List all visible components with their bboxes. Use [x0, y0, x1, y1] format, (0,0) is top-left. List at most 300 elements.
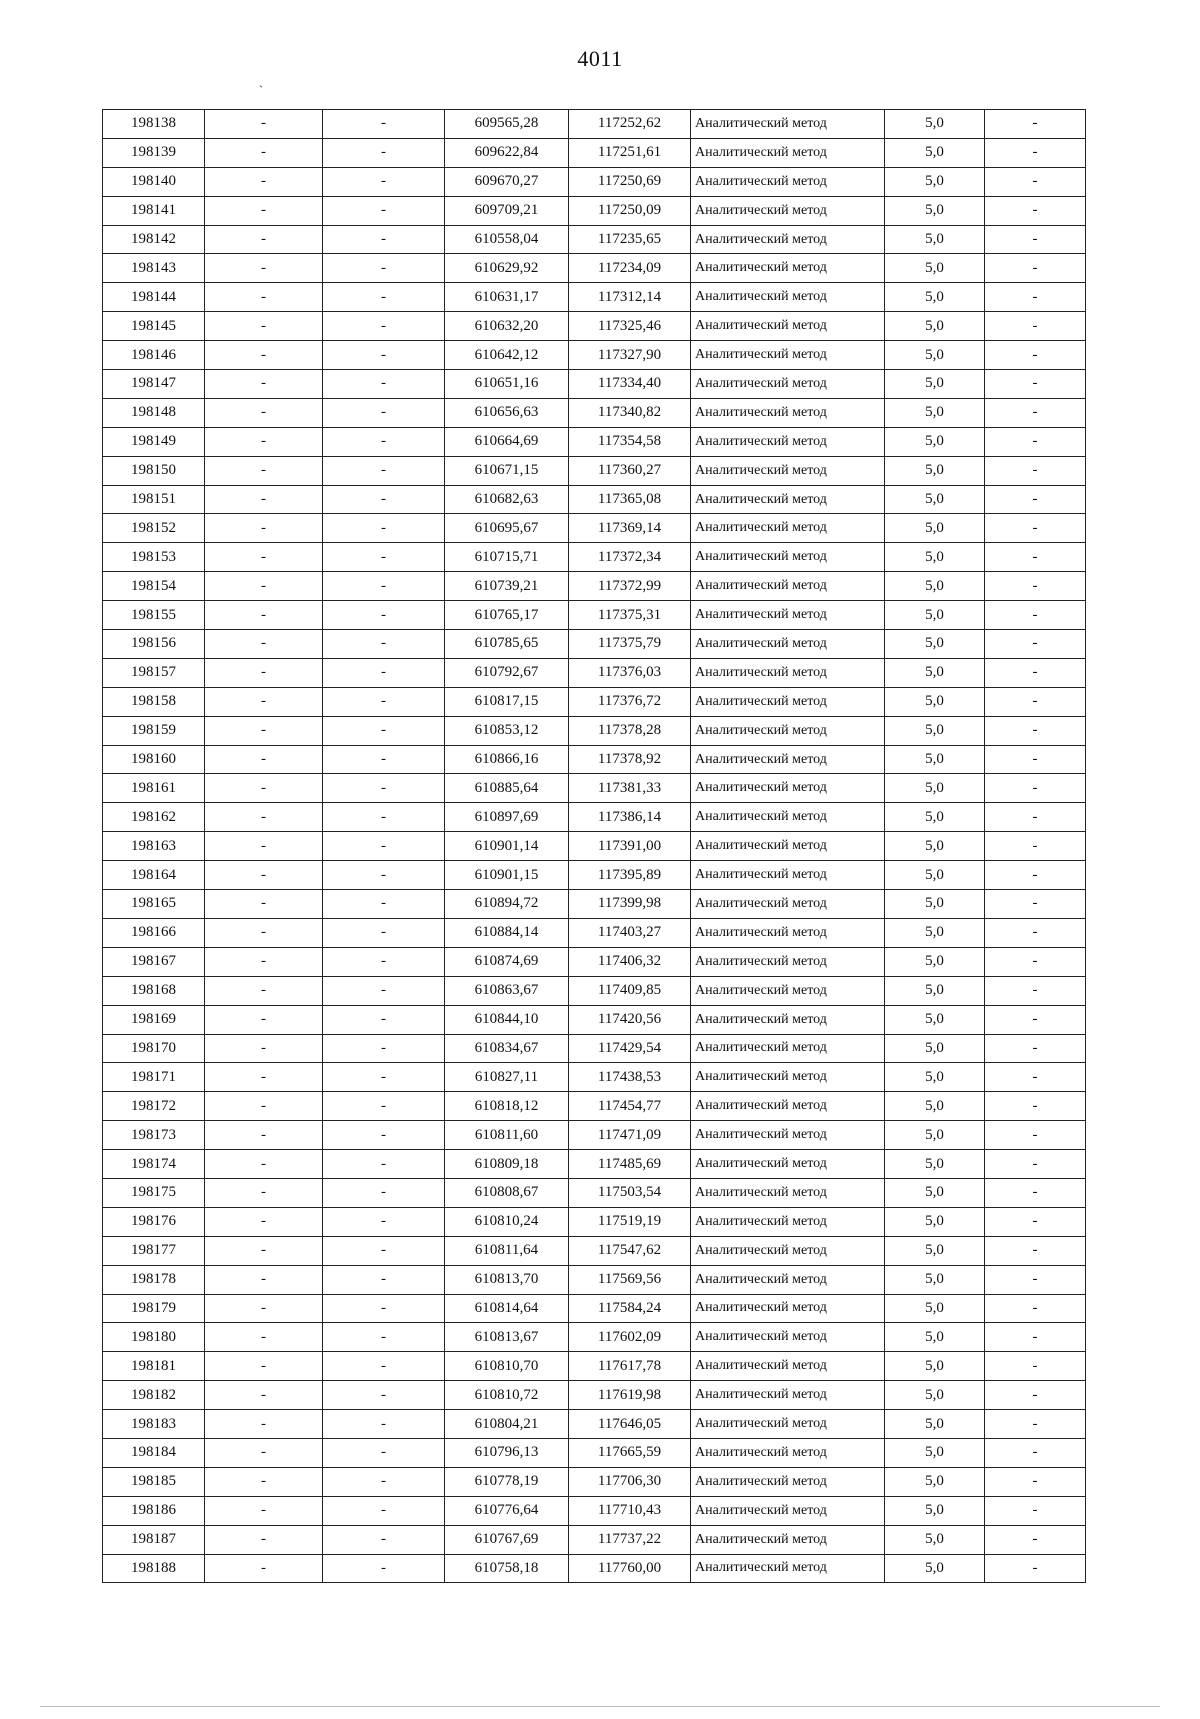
- description-cell: -: [985, 398, 1086, 427]
- table-row: [103, 890, 1086, 919]
- method-cell: Аналитический метод: [691, 630, 885, 659]
- blank-cell-b: -: [323, 167, 445, 196]
- method-cell: Аналитический метод: [691, 1236, 885, 1265]
- blank-cell-b: -: [323, 1121, 445, 1150]
- y-coordinate-cell: 117485,69: [569, 1150, 691, 1179]
- point-number-cell: 198188: [103, 1554, 205, 1583]
- accuracy-cell: 5,0: [885, 1438, 985, 1467]
- blank-cell-a: -: [205, 918, 323, 947]
- x-coordinate-cell: 610874,69: [445, 947, 569, 976]
- blank-cell-a: -: [205, 1092, 323, 1121]
- method-cell: Аналитический метод: [691, 1554, 885, 1583]
- x-coordinate-cell: 610813,67: [445, 1323, 569, 1352]
- description-cell: -: [985, 658, 1086, 687]
- blank-cell-a: -: [205, 427, 323, 456]
- y-coordinate-cell: 117376,72: [569, 687, 691, 716]
- blank-cell-a: -: [205, 1381, 323, 1410]
- y-coordinate-cell: 117369,14: [569, 514, 691, 543]
- table-row: [103, 543, 1086, 572]
- description-cell: -: [985, 976, 1086, 1005]
- table-row: [103, 1410, 1086, 1439]
- method-cell: Аналитический метод: [691, 1178, 885, 1207]
- point-number-cell: 198142: [103, 225, 205, 254]
- table-row: [103, 1496, 1086, 1525]
- x-coordinate-cell: 609670,27: [445, 167, 569, 196]
- description-cell: -: [985, 1554, 1086, 1583]
- x-coordinate-cell: 610664,69: [445, 427, 569, 456]
- method-cell: Аналитический метод: [691, 370, 885, 399]
- blank-cell-a: -: [205, 167, 323, 196]
- point-number-cell: 198154: [103, 572, 205, 601]
- point-number-cell: 198185: [103, 1467, 205, 1496]
- method-cell: Аналитический метод: [691, 1496, 885, 1525]
- table-row: [103, 976, 1086, 1005]
- y-coordinate-cell: 117706,30: [569, 1467, 691, 1496]
- point-number-cell: 198166: [103, 918, 205, 947]
- accuracy-cell: 5,0: [885, 687, 985, 716]
- accuracy-cell: 5,0: [885, 514, 985, 543]
- point-number-cell: 198180: [103, 1323, 205, 1352]
- blank-cell-b: -: [323, 687, 445, 716]
- table-row: [103, 485, 1086, 514]
- blank-cell-a: -: [205, 370, 323, 399]
- method-cell: Аналитический метод: [691, 658, 885, 687]
- method-cell: Аналитический метод: [691, 1265, 885, 1294]
- table-row: [103, 283, 1086, 312]
- y-coordinate-cell: 117710,43: [569, 1496, 691, 1525]
- table-row: [103, 1092, 1086, 1121]
- accuracy-cell: 5,0: [885, 1207, 985, 1236]
- point-number-cell: 198143: [103, 254, 205, 283]
- method-cell: Аналитический метод: [691, 485, 885, 514]
- blank-cell-a: -: [205, 1323, 323, 1352]
- method-cell: Аналитический метод: [691, 861, 885, 890]
- table-row: [103, 861, 1086, 890]
- description-cell: -: [985, 370, 1086, 399]
- y-coordinate-cell: 117429,54: [569, 1034, 691, 1063]
- accuracy-cell: 5,0: [885, 1467, 985, 1496]
- blank-cell-b: -: [323, 1150, 445, 1179]
- accuracy-cell: 5,0: [885, 543, 985, 572]
- method-cell: Аналитический метод: [691, 832, 885, 861]
- method-cell: Аналитический метод: [691, 687, 885, 716]
- description-cell: -: [985, 774, 1086, 803]
- accuracy-cell: 5,0: [885, 976, 985, 1005]
- x-coordinate-cell: 610901,14: [445, 832, 569, 861]
- y-coordinate-cell: 117399,98: [569, 890, 691, 919]
- blank-cell-b: -: [323, 196, 445, 225]
- x-coordinate-cell: 610671,15: [445, 456, 569, 485]
- blank-cell-a: -: [205, 1410, 323, 1439]
- blank-cell-a: -: [205, 456, 323, 485]
- x-coordinate-cell: 610642,12: [445, 341, 569, 370]
- method-cell: Аналитический метод: [691, 1092, 885, 1121]
- method-cell: Аналитический метод: [691, 1352, 885, 1381]
- table-row: [103, 1352, 1086, 1381]
- table-row: [103, 254, 1086, 283]
- table-row: [103, 774, 1086, 803]
- y-coordinate-cell: 117378,28: [569, 716, 691, 745]
- point-number-cell: 198170: [103, 1034, 205, 1063]
- x-coordinate-cell: 609622,84: [445, 138, 569, 167]
- method-cell: Аналитический метод: [691, 225, 885, 254]
- table-row: [103, 1265, 1086, 1294]
- blank-cell-b: -: [323, 890, 445, 919]
- x-coordinate-cell: 610813,70: [445, 1265, 569, 1294]
- table-row: [103, 1178, 1086, 1207]
- method-cell: Аналитический метод: [691, 976, 885, 1005]
- point-number-cell: 198139: [103, 138, 205, 167]
- blank-cell-a: -: [205, 485, 323, 514]
- blank-cell-a: -: [205, 514, 323, 543]
- x-coordinate-cell: 610853,12: [445, 716, 569, 745]
- description-cell: -: [985, 1063, 1086, 1092]
- table-row: [103, 687, 1086, 716]
- y-coordinate-cell: 117438,53: [569, 1063, 691, 1092]
- blank-cell-b: -: [323, 1496, 445, 1525]
- point-number-cell: 198160: [103, 745, 205, 774]
- description-cell: -: [985, 283, 1086, 312]
- point-number-cell: 198186: [103, 1496, 205, 1525]
- y-coordinate-cell: 117406,32: [569, 947, 691, 976]
- point-number-cell: 198156: [103, 630, 205, 659]
- y-coordinate-cell: 117547,62: [569, 1236, 691, 1265]
- accuracy-cell: 5,0: [885, 167, 985, 196]
- blank-cell-b: -: [323, 572, 445, 601]
- description-cell: -: [985, 716, 1086, 745]
- y-coordinate-cell: 117602,09: [569, 1323, 691, 1352]
- accuracy-cell: 5,0: [885, 1121, 985, 1150]
- x-coordinate-cell: 610715,71: [445, 543, 569, 572]
- blank-cell-a: -: [205, 1063, 323, 1092]
- method-cell: Аналитический метод: [691, 716, 885, 745]
- blank-cell-b: -: [323, 485, 445, 514]
- y-coordinate-cell: 117235,65: [569, 225, 691, 254]
- accuracy-cell: 5,0: [885, 832, 985, 861]
- method-cell: Аналитический метод: [691, 803, 885, 832]
- x-coordinate-cell: 610810,72: [445, 1381, 569, 1410]
- method-cell: Аналитический метод: [691, 312, 885, 341]
- x-coordinate-cell: 610897,69: [445, 803, 569, 832]
- description-cell: -: [985, 1323, 1086, 1352]
- blank-cell-a: -: [205, 283, 323, 312]
- method-cell: Аналитический метод: [691, 110, 885, 139]
- method-cell: Аналитический метод: [691, 1034, 885, 1063]
- scan-speck: `: [259, 83, 263, 97]
- description-cell: -: [985, 196, 1086, 225]
- y-coordinate-cell: 117360,27: [569, 456, 691, 485]
- y-coordinate-cell: 117372,34: [569, 543, 691, 572]
- point-number-cell: 198153: [103, 543, 205, 572]
- description-cell: -: [985, 1381, 1086, 1410]
- method-cell: Аналитический метод: [691, 398, 885, 427]
- accuracy-cell: 5,0: [885, 1236, 985, 1265]
- method-cell: Аналитический метод: [691, 601, 885, 630]
- blank-cell-b: -: [323, 918, 445, 947]
- blank-cell-b: -: [323, 1438, 445, 1467]
- accuracy-cell: 5,0: [885, 1352, 985, 1381]
- accuracy-cell: 5,0: [885, 283, 985, 312]
- point-number-cell: 198138: [103, 110, 205, 139]
- table-row: [103, 1034, 1086, 1063]
- point-number-cell: 198140: [103, 167, 205, 196]
- accuracy-cell: 5,0: [885, 1265, 985, 1294]
- table-row: [103, 1063, 1086, 1092]
- accuracy-cell: 5,0: [885, 398, 985, 427]
- x-coordinate-cell: 610863,67: [445, 976, 569, 1005]
- point-number-cell: 198169: [103, 1005, 205, 1034]
- table-row: [103, 341, 1086, 370]
- blank-cell-b: -: [323, 341, 445, 370]
- x-coordinate-cell: 610758,18: [445, 1554, 569, 1583]
- blank-cell-b: -: [323, 861, 445, 890]
- table-row: [103, 947, 1086, 976]
- table-row: [103, 312, 1086, 341]
- point-number-cell: 198181: [103, 1352, 205, 1381]
- y-coordinate-cell: 117569,56: [569, 1265, 691, 1294]
- accuracy-cell: 5,0: [885, 1323, 985, 1352]
- x-coordinate-cell: 610776,64: [445, 1496, 569, 1525]
- x-coordinate-cell: 610767,69: [445, 1525, 569, 1554]
- table-row: [103, 225, 1086, 254]
- blank-cell-b: -: [323, 1034, 445, 1063]
- blank-cell-a: -: [205, 572, 323, 601]
- description-cell: -: [985, 485, 1086, 514]
- table-row: [103, 167, 1086, 196]
- point-number-cell: 198165: [103, 890, 205, 919]
- y-coordinate-cell: 117381,33: [569, 774, 691, 803]
- description-cell: -: [985, 254, 1086, 283]
- accuracy-cell: 5,0: [885, 1496, 985, 1525]
- y-coordinate-cell: 117375,31: [569, 601, 691, 630]
- y-coordinate-cell: 117403,27: [569, 918, 691, 947]
- blank-cell-a: -: [205, 803, 323, 832]
- point-number-cell: 198184: [103, 1438, 205, 1467]
- table-row: [103, 601, 1086, 630]
- page-number: 4011: [577, 46, 623, 71]
- table-body: [103, 110, 1086, 1583]
- y-coordinate-cell: 117327,90: [569, 341, 691, 370]
- x-coordinate-cell: 610809,18: [445, 1150, 569, 1179]
- table-row: [103, 745, 1086, 774]
- blank-cell-b: -: [323, 427, 445, 456]
- blank-cell-b: -: [323, 254, 445, 283]
- y-coordinate-cell: 117250,69: [569, 167, 691, 196]
- y-coordinate-cell: 117251,61: [569, 138, 691, 167]
- y-coordinate-cell: 117378,92: [569, 745, 691, 774]
- description-cell: -: [985, 1034, 1086, 1063]
- x-coordinate-cell: 610739,21: [445, 572, 569, 601]
- x-coordinate-cell: 610885,64: [445, 774, 569, 803]
- blank-cell-b: -: [323, 514, 445, 543]
- method-cell: Аналитический метод: [691, 1150, 885, 1179]
- blank-cell-b: -: [323, 283, 445, 312]
- blank-cell-a: -: [205, 630, 323, 659]
- table-row: [103, 1438, 1086, 1467]
- blank-cell-b: -: [323, 1236, 445, 1265]
- accuracy-cell: 5,0: [885, 341, 985, 370]
- method-cell: Аналитический метод: [691, 138, 885, 167]
- point-number-cell: 198173: [103, 1121, 205, 1150]
- blank-cell-b: -: [323, 947, 445, 976]
- accuracy-cell: 5,0: [885, 370, 985, 399]
- blank-cell-a: -: [205, 1294, 323, 1323]
- table-row: [103, 1554, 1086, 1583]
- blank-cell-a: -: [205, 1525, 323, 1554]
- method-cell: Аналитический метод: [691, 1294, 885, 1323]
- description-cell: -: [985, 630, 1086, 659]
- accuracy-cell: 5,0: [885, 630, 985, 659]
- description-cell: -: [985, 601, 1086, 630]
- point-number-cell: 198175: [103, 1178, 205, 1207]
- table-row: [103, 832, 1086, 861]
- accuracy-cell: 5,0: [885, 745, 985, 774]
- description-cell: -: [985, 514, 1086, 543]
- blank-cell-a: -: [205, 1554, 323, 1583]
- method-cell: Аналитический метод: [691, 1323, 885, 1352]
- blank-cell-a: -: [205, 341, 323, 370]
- table-row: [103, 398, 1086, 427]
- y-coordinate-cell: 117250,09: [569, 196, 691, 225]
- x-coordinate-cell: 610827,11: [445, 1063, 569, 1092]
- blank-cell-a: -: [205, 138, 323, 167]
- description-cell: -: [985, 427, 1086, 456]
- accuracy-cell: 5,0: [885, 138, 985, 167]
- description-cell: -: [985, 167, 1086, 196]
- y-coordinate-cell: 117760,00: [569, 1554, 691, 1583]
- blank-cell-a: -: [205, 398, 323, 427]
- description-cell: -: [985, 1121, 1086, 1150]
- y-coordinate-cell: 117454,77: [569, 1092, 691, 1121]
- blank-cell-b: -: [323, 1410, 445, 1439]
- point-number-cell: 198167: [103, 947, 205, 976]
- accuracy-cell: 5,0: [885, 918, 985, 947]
- blank-cell-b: -: [323, 1207, 445, 1236]
- table-row: [103, 514, 1086, 543]
- y-coordinate-cell: 117340,82: [569, 398, 691, 427]
- method-cell: Аналитический метод: [691, 890, 885, 919]
- accuracy-cell: 5,0: [885, 254, 985, 283]
- y-coordinate-cell: 117312,14: [569, 283, 691, 312]
- description-cell: -: [985, 1150, 1086, 1179]
- x-coordinate-cell: 610884,14: [445, 918, 569, 947]
- y-coordinate-cell: 117365,08: [569, 485, 691, 514]
- accuracy-cell: 5,0: [885, 225, 985, 254]
- method-cell: Аналитический метод: [691, 1410, 885, 1439]
- blank-cell-b: -: [323, 1554, 445, 1583]
- point-number-cell: 198147: [103, 370, 205, 399]
- x-coordinate-cell: 610817,15: [445, 687, 569, 716]
- description-cell: -: [985, 861, 1086, 890]
- table-row: [103, 918, 1086, 947]
- point-number-cell: 198168: [103, 976, 205, 1005]
- x-coordinate-cell: 610811,64: [445, 1236, 569, 1265]
- blank-cell-b: -: [323, 630, 445, 659]
- blank-cell-b: -: [323, 138, 445, 167]
- description-cell: -: [985, 832, 1086, 861]
- blank-cell-b: -: [323, 1178, 445, 1207]
- blank-cell-b: -: [323, 774, 445, 803]
- blank-cell-a: -: [205, 110, 323, 139]
- blank-cell-a: -: [205, 1207, 323, 1236]
- accuracy-cell: 5,0: [885, 485, 985, 514]
- x-coordinate-cell: 610818,12: [445, 1092, 569, 1121]
- x-coordinate-cell: 610834,67: [445, 1034, 569, 1063]
- blank-cell-a: -: [205, 658, 323, 687]
- table-row: [103, 658, 1086, 687]
- blank-cell-a: -: [205, 1150, 323, 1179]
- x-coordinate-cell: 610558,04: [445, 225, 569, 254]
- accuracy-cell: 5,0: [885, 947, 985, 976]
- blank-cell-a: -: [205, 196, 323, 225]
- accuracy-cell: 5,0: [885, 456, 985, 485]
- method-cell: Аналитический метод: [691, 1525, 885, 1554]
- accuracy-cell: 5,0: [885, 1034, 985, 1063]
- blank-cell-b: -: [323, 803, 445, 832]
- blank-cell-a: -: [205, 890, 323, 919]
- accuracy-cell: 5,0: [885, 774, 985, 803]
- blank-cell-a: -: [205, 1265, 323, 1294]
- table-row: [103, 427, 1086, 456]
- description-cell: -: [985, 745, 1086, 774]
- blank-cell-a: -: [205, 1352, 323, 1381]
- accuracy-cell: 5,0: [885, 427, 985, 456]
- blank-cell-a: -: [205, 543, 323, 572]
- y-coordinate-cell: 117386,14: [569, 803, 691, 832]
- blank-cell-b: -: [323, 1063, 445, 1092]
- y-coordinate-cell: 117503,54: [569, 1178, 691, 1207]
- y-coordinate-cell: 117372,99: [569, 572, 691, 601]
- accuracy-cell: 5,0: [885, 601, 985, 630]
- point-number-cell: 198164: [103, 861, 205, 890]
- x-coordinate-cell: 610804,21: [445, 1410, 569, 1439]
- table-row: [103, 1323, 1086, 1352]
- point-number-cell: 198161: [103, 774, 205, 803]
- blank-cell-b: -: [323, 543, 445, 572]
- table-row: [103, 370, 1086, 399]
- description-cell: -: [985, 890, 1086, 919]
- description-cell: -: [985, 1005, 1086, 1034]
- point-number-cell: 198145: [103, 312, 205, 341]
- description-cell: -: [985, 1092, 1086, 1121]
- point-number-cell: 198141: [103, 196, 205, 225]
- blank-cell-a: -: [205, 976, 323, 1005]
- x-coordinate-cell: 609709,21: [445, 196, 569, 225]
- x-coordinate-cell: 610810,70: [445, 1352, 569, 1381]
- accuracy-cell: 5,0: [885, 1092, 985, 1121]
- method-cell: Аналитический метод: [691, 947, 885, 976]
- point-number-cell: 198172: [103, 1092, 205, 1121]
- x-coordinate-cell: 610629,92: [445, 254, 569, 283]
- description-cell: -: [985, 1352, 1086, 1381]
- accuracy-cell: 5,0: [885, 1063, 985, 1092]
- point-number-cell: 198174: [103, 1150, 205, 1179]
- table-row: [103, 1005, 1086, 1034]
- accuracy-cell: 5,0: [885, 312, 985, 341]
- description-cell: -: [985, 1438, 1086, 1467]
- description-cell: -: [985, 803, 1086, 832]
- accuracy-cell: 5,0: [885, 110, 985, 139]
- table-row: [103, 630, 1086, 659]
- method-cell: Аналитический метод: [691, 1207, 885, 1236]
- method-cell: Аналитический метод: [691, 1121, 885, 1150]
- blank-cell-b: -: [323, 312, 445, 341]
- blank-cell-b: -: [323, 110, 445, 139]
- y-coordinate-cell: 117471,09: [569, 1121, 691, 1150]
- method-cell: Аналитический метод: [691, 167, 885, 196]
- point-number-cell: 198146: [103, 341, 205, 370]
- accuracy-cell: 5,0: [885, 1554, 985, 1583]
